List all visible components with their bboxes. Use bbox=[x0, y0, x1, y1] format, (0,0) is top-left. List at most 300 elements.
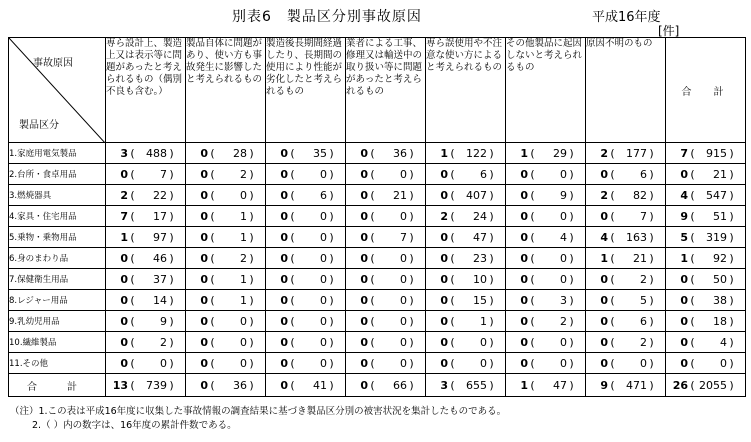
accident-cause-table bbox=[8, 37, 746, 397]
fiscal-year: 平成16年度 bbox=[592, 10, 661, 25]
fiscal-count: 0 bbox=[280, 167, 288, 181]
close-paren: ) bbox=[169, 378, 174, 392]
unit-label: [件] bbox=[658, 24, 680, 38]
footnote: （注）1.この表は平成16年度に収集した事故情報の調査結果に基づき製品区分別の被害状況を集計したものである。 bbox=[10, 406, 507, 417]
cell-content bbox=[186, 336, 265, 349]
open-paren: ( bbox=[370, 209, 375, 223]
cell-content bbox=[666, 273, 745, 286]
cell-content bbox=[186, 273, 265, 286]
data-cell bbox=[666, 206, 746, 227]
close-paren: ) bbox=[489, 167, 494, 181]
cell-content bbox=[666, 336, 745, 349]
close-paren: ) bbox=[729, 293, 734, 307]
data-cell bbox=[666, 164, 746, 185]
fiscal-count: 0 bbox=[280, 378, 288, 392]
fiscal-count: 0 bbox=[120, 335, 128, 349]
close-paren: ) bbox=[409, 378, 414, 392]
column-header: 業者による工事、修理又は輸送中の取り扱い等に問題があったと考えられるもの bbox=[346, 38, 426, 143]
fiscal-count: 9 bbox=[600, 378, 608, 392]
close-paren: ) bbox=[649, 146, 654, 160]
close-paren: ) bbox=[489, 209, 494, 223]
open-paren: ( bbox=[450, 209, 455, 223]
cumulative-count: 2 bbox=[560, 314, 567, 328]
cumulative-count: 7 bbox=[160, 167, 167, 181]
data-cell bbox=[506, 143, 586, 164]
cumulative-count: 4 bbox=[560, 230, 567, 244]
data-cell bbox=[666, 227, 746, 248]
data-cell bbox=[506, 248, 586, 269]
data-cell bbox=[106, 269, 186, 290]
cumulative-count: 0 bbox=[720, 356, 727, 370]
data-cell bbox=[426, 227, 506, 248]
open-paren: ( bbox=[290, 293, 295, 307]
table-row bbox=[9, 227, 746, 248]
cell-content bbox=[586, 273, 665, 286]
cell-content bbox=[586, 231, 665, 244]
fiscal-count: 3 bbox=[440, 378, 448, 392]
cumulative-count: 1 bbox=[240, 272, 247, 286]
open-paren: ( bbox=[690, 230, 695, 244]
cumulative-count: 36 bbox=[393, 146, 407, 160]
data-cell bbox=[346, 143, 426, 164]
open-paren: ( bbox=[210, 167, 215, 181]
close-paren: ) bbox=[729, 188, 734, 202]
open-paren: ( bbox=[610, 272, 615, 286]
close-paren: ) bbox=[329, 293, 334, 307]
fiscal-count: 0 bbox=[280, 230, 288, 244]
open-paren: ( bbox=[690, 335, 695, 349]
close-paren: ) bbox=[249, 378, 254, 392]
corner-label-cause: 事故原因 bbox=[33, 58, 73, 69]
category-label: 1.家庭用電気製品 bbox=[9, 143, 106, 164]
table-row bbox=[9, 143, 746, 164]
data-cell bbox=[186, 269, 266, 290]
close-paren: ) bbox=[409, 146, 414, 160]
open-paren: ( bbox=[370, 167, 375, 181]
cumulative-count: 655 bbox=[466, 378, 487, 392]
data-cell bbox=[106, 290, 186, 311]
cell-content bbox=[266, 273, 345, 286]
category-label: 7.保健衛生用品 bbox=[9, 269, 106, 290]
column-header: 専ら設計上、製造上又は表示等に問題があったと考えられるもの（偶別不良も含む。） bbox=[106, 38, 186, 143]
open-paren: ( bbox=[210, 335, 215, 349]
cumulative-count: 47 bbox=[553, 378, 567, 392]
close-paren: ) bbox=[649, 230, 654, 244]
cell-content bbox=[266, 379, 345, 392]
cell-content bbox=[106, 273, 185, 286]
category-label: 2.台所・食卓用品 bbox=[9, 164, 106, 185]
fiscal-count: 0 bbox=[280, 335, 288, 349]
open-paren: ( bbox=[130, 209, 135, 223]
open-paren: ( bbox=[450, 293, 455, 307]
cumulative-count: 21 bbox=[633, 251, 647, 265]
open-paren: ( bbox=[450, 314, 455, 328]
close-paren: ) bbox=[649, 293, 654, 307]
open-paren: ( bbox=[290, 356, 295, 370]
data-cell bbox=[106, 164, 186, 185]
open-paren: ( bbox=[450, 167, 455, 181]
cell-content bbox=[266, 336, 345, 349]
open-paren: ( bbox=[290, 188, 295, 202]
cell-content bbox=[346, 357, 425, 370]
close-paren: ) bbox=[569, 272, 574, 286]
cumulative-count: 0 bbox=[320, 251, 327, 265]
fiscal-count: 0 bbox=[200, 272, 208, 286]
data-cell bbox=[266, 290, 346, 311]
close-paren: ) bbox=[569, 146, 574, 160]
cumulative-count: 66 bbox=[393, 378, 407, 392]
open-paren: ( bbox=[610, 356, 615, 370]
data-cell bbox=[346, 164, 426, 185]
data-cell bbox=[586, 206, 666, 227]
data-cell bbox=[506, 206, 586, 227]
data-cell bbox=[426, 353, 506, 374]
open-paren: ( bbox=[290, 378, 295, 392]
fiscal-count: 0 bbox=[280, 251, 288, 265]
fiscal-count: 0 bbox=[280, 293, 288, 307]
cumulative-count: 2 bbox=[240, 251, 247, 265]
fiscal-count: 0 bbox=[440, 230, 448, 244]
fiscal-count: 7 bbox=[680, 146, 688, 160]
close-paren: ) bbox=[249, 293, 254, 307]
cell-content bbox=[506, 189, 585, 202]
fiscal-count: 0 bbox=[200, 230, 208, 244]
close-paren: ) bbox=[169, 146, 174, 160]
close-paren: ) bbox=[729, 251, 734, 265]
fiscal-count: 0 bbox=[200, 188, 208, 202]
cumulative-count: 739 bbox=[146, 378, 167, 392]
footnotes bbox=[10, 405, 506, 433]
header-row bbox=[9, 38, 746, 143]
data-cell bbox=[106, 206, 186, 227]
fiscal-count: 0 bbox=[520, 293, 528, 307]
column-header: その他製品に起因しないと考えられるもの bbox=[506, 38, 586, 143]
cumulative-count: 0 bbox=[320, 230, 327, 244]
cumulative-count: 319 bbox=[706, 230, 727, 244]
close-paren: ) bbox=[169, 293, 174, 307]
open-paren: ( bbox=[450, 251, 455, 265]
cumulative-count: 17 bbox=[153, 209, 167, 223]
open-paren: ( bbox=[610, 188, 615, 202]
cell-content bbox=[186, 189, 265, 202]
column-header: 原因不明のもの bbox=[586, 38, 666, 143]
data-cell bbox=[506, 311, 586, 332]
open-paren: ( bbox=[610, 230, 615, 244]
fiscal-count: 0 bbox=[360, 230, 368, 244]
close-paren: ) bbox=[729, 335, 734, 349]
cell-content bbox=[266, 231, 345, 244]
close-paren: ) bbox=[329, 272, 334, 286]
open-paren: ( bbox=[290, 209, 295, 223]
cumulative-count: 2 bbox=[640, 272, 647, 286]
fiscal-count: 0 bbox=[200, 378, 208, 392]
close-paren: ) bbox=[729, 314, 734, 328]
open-paren: ( bbox=[210, 293, 215, 307]
cell-content bbox=[586, 315, 665, 328]
fiscal-count: 0 bbox=[360, 293, 368, 307]
data-cell bbox=[106, 374, 186, 397]
close-paren: ) bbox=[329, 188, 334, 202]
cumulative-count: 50 bbox=[713, 272, 727, 286]
cell-content bbox=[426, 210, 505, 223]
open-paren: ( bbox=[370, 146, 375, 160]
open-paren: ( bbox=[530, 335, 535, 349]
fiscal-count: 0 bbox=[280, 272, 288, 286]
cell-content bbox=[586, 294, 665, 307]
data-cell bbox=[666, 269, 746, 290]
close-paren: ) bbox=[489, 188, 494, 202]
cell-content bbox=[666, 168, 745, 181]
fiscal-count: 0 bbox=[600, 335, 608, 349]
cell-content bbox=[186, 379, 265, 392]
close-paren: ) bbox=[329, 335, 334, 349]
corner-header bbox=[9, 38, 106, 143]
cell-content bbox=[506, 231, 585, 244]
open-paren: ( bbox=[130, 146, 135, 160]
data-cell bbox=[666, 353, 746, 374]
open-paren: ( bbox=[450, 146, 455, 160]
close-paren: ) bbox=[489, 378, 494, 392]
open-paren: ( bbox=[210, 188, 215, 202]
cumulative-count: 21 bbox=[393, 188, 407, 202]
open-paren: ( bbox=[290, 146, 295, 160]
open-paren: ( bbox=[530, 378, 535, 392]
open-paren: ( bbox=[130, 188, 135, 202]
cell-content bbox=[506, 379, 585, 392]
close-paren: ) bbox=[249, 146, 254, 160]
cell-content bbox=[506, 210, 585, 223]
cumulative-count: 2 bbox=[240, 167, 247, 181]
fiscal-count: 0 bbox=[120, 167, 128, 181]
cell-content bbox=[666, 379, 745, 392]
open-paren: ( bbox=[690, 314, 695, 328]
open-paren: ( bbox=[530, 230, 535, 244]
data-cell bbox=[266, 332, 346, 353]
cumulative-count: 0 bbox=[560, 272, 567, 286]
fiscal-count: 0 bbox=[520, 272, 528, 286]
cell-content bbox=[186, 168, 265, 181]
open-paren: ( bbox=[370, 378, 375, 392]
open-paren: ( bbox=[130, 356, 135, 370]
cell-content bbox=[426, 336, 505, 349]
data-cell bbox=[586, 290, 666, 311]
data-cell bbox=[586, 332, 666, 353]
fiscal-count: 1 bbox=[120, 230, 128, 244]
open-paren: ( bbox=[290, 314, 295, 328]
cell-content bbox=[346, 147, 425, 160]
open-paren: ( bbox=[690, 293, 695, 307]
cell-content bbox=[666, 210, 745, 223]
cell-content bbox=[586, 252, 665, 265]
open-paren: ( bbox=[690, 209, 695, 223]
cumulative-count: 0 bbox=[320, 272, 327, 286]
close-paren: ) bbox=[649, 314, 654, 328]
close-paren: ) bbox=[169, 251, 174, 265]
open-paren: ( bbox=[690, 188, 695, 202]
fiscal-count: 0 bbox=[120, 293, 128, 307]
cumulative-count: 0 bbox=[320, 335, 327, 349]
cell-content bbox=[426, 379, 505, 392]
close-paren: ) bbox=[569, 188, 574, 202]
fiscal-count: 0 bbox=[600, 272, 608, 286]
data-cell bbox=[586, 227, 666, 248]
category-label: 4.家具・住宅用品 bbox=[9, 206, 106, 227]
cell-content bbox=[426, 231, 505, 244]
close-paren: ) bbox=[649, 251, 654, 265]
fiscal-count: 0 bbox=[280, 188, 288, 202]
close-paren: ) bbox=[169, 272, 174, 286]
open-paren: ( bbox=[290, 167, 295, 181]
cumulative-count: 28 bbox=[233, 146, 247, 160]
cumulative-count: 41 bbox=[313, 378, 327, 392]
open-paren: ( bbox=[530, 188, 535, 202]
open-paren: ( bbox=[690, 146, 695, 160]
fiscal-count: 0 bbox=[520, 251, 528, 265]
cumulative-count: 1 bbox=[240, 293, 247, 307]
fiscal-count: 0 bbox=[600, 209, 608, 223]
close-paren: ) bbox=[729, 378, 734, 392]
data-cell bbox=[506, 374, 586, 397]
open-paren: ( bbox=[130, 230, 135, 244]
cell-content bbox=[266, 189, 345, 202]
cumulative-count: 488 bbox=[146, 146, 167, 160]
cumulative-count: 51 bbox=[713, 209, 727, 223]
data-cell bbox=[586, 269, 666, 290]
close-paren: ) bbox=[569, 356, 574, 370]
table-row bbox=[9, 332, 746, 353]
cumulative-count: 23 bbox=[473, 251, 487, 265]
cell-content bbox=[266, 210, 345, 223]
cumulative-count: 82 bbox=[633, 188, 647, 202]
cumulative-count: 0 bbox=[400, 251, 407, 265]
data-cell bbox=[586, 248, 666, 269]
data-cell bbox=[426, 143, 506, 164]
cell-content bbox=[106, 147, 185, 160]
open-paren: ( bbox=[690, 251, 695, 265]
data-cell bbox=[586, 311, 666, 332]
data-cell bbox=[586, 185, 666, 206]
cumulative-count: 3 bbox=[560, 293, 567, 307]
fiscal-count: 0 bbox=[600, 314, 608, 328]
open-paren: ( bbox=[130, 314, 135, 328]
cumulative-count: 0 bbox=[560, 209, 567, 223]
cumulative-count: 0 bbox=[560, 251, 567, 265]
category-label: 9.乳幼児用品 bbox=[9, 311, 106, 332]
cell-content bbox=[506, 294, 585, 307]
open-paren: ( bbox=[610, 293, 615, 307]
fiscal-count: 3 bbox=[120, 146, 128, 160]
open-paren: ( bbox=[610, 335, 615, 349]
fiscal-count: 1 bbox=[440, 146, 448, 160]
data-cell bbox=[666, 248, 746, 269]
close-paren: ) bbox=[249, 188, 254, 202]
cumulative-count: 18 bbox=[713, 314, 727, 328]
fiscal-count: 0 bbox=[120, 314, 128, 328]
close-paren: ) bbox=[489, 146, 494, 160]
close-paren: ) bbox=[409, 188, 414, 202]
cumulative-count: 0 bbox=[400, 167, 407, 181]
fiscal-count: 0 bbox=[360, 314, 368, 328]
cell-content bbox=[586, 336, 665, 349]
close-paren: ) bbox=[729, 356, 734, 370]
total-row-label: 合 計 bbox=[9, 374, 106, 397]
data-cell bbox=[106, 248, 186, 269]
data-cell bbox=[426, 332, 506, 353]
close-paren: ) bbox=[649, 167, 654, 181]
cell-content bbox=[586, 147, 665, 160]
cumulative-count: 2055 bbox=[699, 378, 727, 392]
open-paren: ( bbox=[690, 167, 695, 181]
cumulative-count: 6 bbox=[640, 167, 647, 181]
cell-content bbox=[586, 168, 665, 181]
data-cell bbox=[666, 290, 746, 311]
data-cell bbox=[266, 353, 346, 374]
open-paren: ( bbox=[610, 314, 615, 328]
data-cell bbox=[186, 143, 266, 164]
cumulative-count: 97 bbox=[153, 230, 167, 244]
open-paren: ( bbox=[610, 209, 615, 223]
cumulative-count: 0 bbox=[240, 356, 247, 370]
open-paren: ( bbox=[130, 335, 135, 349]
open-paren: ( bbox=[130, 251, 135, 265]
data-cell bbox=[186, 164, 266, 185]
table-row bbox=[9, 353, 746, 374]
table-body bbox=[9, 143, 746, 397]
open-paren: ( bbox=[690, 378, 695, 392]
data-cell bbox=[506, 353, 586, 374]
fiscal-count: 0 bbox=[600, 356, 608, 370]
fiscal-count: 0 bbox=[440, 335, 448, 349]
category-label: 3.燃焼器具 bbox=[9, 185, 106, 206]
cell-content bbox=[666, 147, 745, 160]
fiscal-count: 0 bbox=[120, 272, 128, 286]
open-paren: ( bbox=[450, 272, 455, 286]
open-paren: ( bbox=[530, 209, 535, 223]
cumulative-count: 1 bbox=[480, 314, 487, 328]
open-paren: ( bbox=[530, 356, 535, 370]
cumulative-count: 1 bbox=[240, 209, 247, 223]
cell-content bbox=[426, 294, 505, 307]
close-paren: ) bbox=[489, 251, 494, 265]
close-paren: ) bbox=[569, 251, 574, 265]
close-paren: ) bbox=[169, 356, 174, 370]
cumulative-count: 0 bbox=[240, 188, 247, 202]
data-cell bbox=[186, 227, 266, 248]
fiscal-count: 0 bbox=[680, 293, 688, 307]
close-paren: ) bbox=[249, 209, 254, 223]
close-paren: ) bbox=[729, 146, 734, 160]
cumulative-count: 0 bbox=[480, 335, 487, 349]
data-cell bbox=[506, 290, 586, 311]
cell-content bbox=[586, 357, 665, 370]
close-paren: ) bbox=[329, 251, 334, 265]
fiscal-count: 0 bbox=[520, 335, 528, 349]
cell-content bbox=[106, 294, 185, 307]
close-paren: ) bbox=[409, 314, 414, 328]
fiscal-count: 0 bbox=[200, 356, 208, 370]
data-cell bbox=[106, 227, 186, 248]
cumulative-count: 21 bbox=[713, 167, 727, 181]
data-cell bbox=[346, 311, 426, 332]
data-cell bbox=[666, 143, 746, 164]
data-cell bbox=[506, 332, 586, 353]
cell-content bbox=[506, 252, 585, 265]
fiscal-count: 0 bbox=[680, 272, 688, 286]
fiscal-count: 0 bbox=[360, 209, 368, 223]
close-paren: ) bbox=[569, 209, 574, 223]
close-paren: ) bbox=[409, 293, 414, 307]
fiscal-count: 0 bbox=[520, 356, 528, 370]
